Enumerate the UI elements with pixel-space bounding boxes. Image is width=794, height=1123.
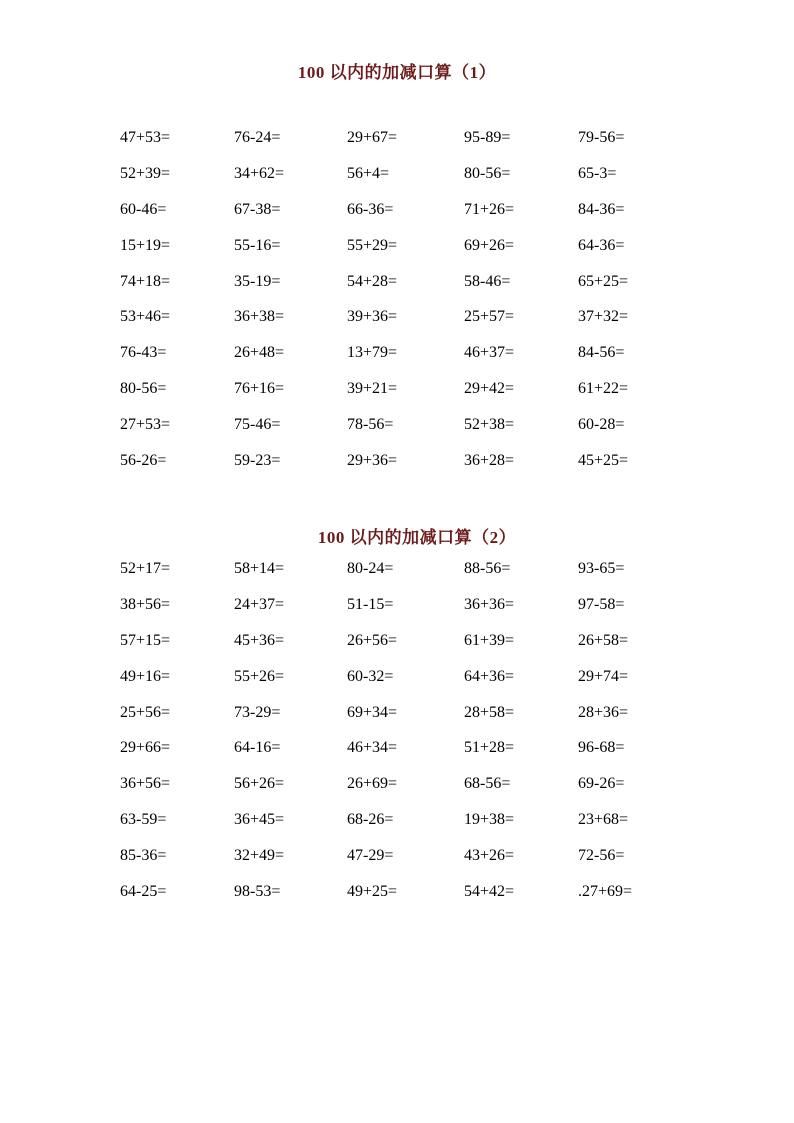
problem-cell: 60-32=: [347, 667, 394, 685]
problem-cell: 68-56=: [464, 775, 511, 793]
problem-cell: 69-26=: [578, 775, 625, 793]
problem-cell: 53+46=: [120, 308, 171, 326]
problem-cell: 80-56=: [120, 380, 167, 398]
problem-cell: 36+36=: [464, 595, 515, 613]
problem-cell: 47-29=: [347, 847, 394, 865]
problem-cell: 84-36=: [578, 200, 625, 218]
problem-cell: 38+56=: [120, 595, 171, 613]
problem-cell: 80-24=: [347, 560, 394, 577]
problem-cell: 43+26=: [464, 847, 515, 865]
problem-cell: 35-19=: [234, 272, 281, 290]
problem-cell: 29+36=: [347, 452, 398, 470]
problem-cell: 84-56=: [578, 344, 625, 362]
problem-cell: 79-56=: [578, 129, 625, 146]
problem-cell: 64+36=: [464, 667, 515, 685]
problem-cell: 29+67=: [347, 129, 398, 146]
problem-cell: 49+25=: [347, 883, 398, 901]
problem-cell: 56+26=: [234, 775, 285, 793]
problem-cell: 32+49=: [234, 847, 285, 865]
problem-cell: 36+28=: [464, 452, 515, 470]
problem-cell: 34+62=: [234, 164, 285, 182]
problem-cell: 25+56=: [120, 703, 171, 721]
problem-cell: 68-26=: [347, 811, 394, 829]
section-title-2: 100 以内的加减口算（2）: [317, 528, 517, 547]
problem-cell: 26+69=: [347, 775, 398, 793]
problem-cell: 57+15=: [120, 631, 171, 649]
problem-cell: 64-36=: [578, 236, 625, 254]
problem-cell: 46+34=: [347, 739, 398, 757]
problem-cell: 73-29=: [234, 703, 281, 721]
problem-cell: 61+39=: [464, 631, 515, 649]
problem-cell: 78-56=: [347, 416, 394, 434]
section-title-1: 100 以内的加减口算（1）: [297, 63, 497, 82]
problem-cell: 26+56=: [347, 631, 398, 649]
problem-cell: 52+38=: [464, 416, 515, 434]
problem-cell: 28+58=: [464, 703, 515, 721]
problem-cell: 58+14=: [234, 560, 285, 577]
problem-cell: 64-25=: [120, 883, 167, 901]
problem-cell: 36+45=: [234, 811, 285, 829]
problem-cell: 56-26=: [120, 452, 167, 470]
problem-cell: 29+74=: [578, 667, 629, 685]
problem-cell: 37+32=: [578, 308, 629, 326]
problem-cell: 63-59=: [120, 811, 167, 829]
problem-cell: 19+38=: [464, 811, 515, 829]
problem-cell: 36+56=: [120, 775, 171, 793]
problem-cell: 96-68=: [578, 739, 625, 757]
problem-cell: 74+18=: [120, 272, 171, 290]
problem-cell: 36+38=: [234, 308, 285, 326]
problem-cell: 27+53=: [120, 416, 171, 434]
problem-cell: 93-65=: [578, 560, 625, 577]
problem-cell: 76-43=: [120, 344, 167, 362]
problem-cell: 60-46=: [120, 200, 167, 218]
problem-grid-2: [120, 558, 680, 917]
problem-cell: 55+26=: [234, 667, 285, 685]
problem-cell: 45+36=: [234, 631, 285, 649]
problem-cell: 54+42=: [464, 883, 515, 901]
problem-cell: 56+4=: [347, 164, 390, 182]
problem-cell: 65-3=: [578, 164, 617, 182]
problem-cell: 29+42=: [464, 380, 515, 398]
problem-cell: 29+66=: [120, 739, 171, 757]
problem-cell: 45+25=: [578, 452, 629, 470]
problem-cell: 49+16=: [120, 667, 171, 685]
problem-cell: 76+16=: [234, 380, 285, 398]
problem-cell: 47+53=: [120, 129, 171, 146]
problem-cell: 13+79=: [347, 344, 398, 362]
problem-cell: 39+36=: [347, 308, 398, 326]
problem-cell: .27+69=: [578, 883, 633, 901]
problem-cell: 72-56=: [578, 847, 625, 865]
problem-cell: 64-16=: [234, 739, 281, 757]
problem-cell: 65+25=: [578, 272, 629, 290]
problem-cell: 52+39=: [120, 164, 171, 182]
problem-cell: 23+68=: [578, 811, 629, 829]
problem-cell: 28+36=: [578, 703, 629, 721]
problem-cell: 58-46=: [464, 272, 511, 290]
problem-cell: 85-36=: [120, 847, 167, 865]
problem-cell: 26+58=: [578, 631, 629, 649]
problem-cell: 75-46=: [234, 416, 281, 434]
problem-cell: 60-28=: [578, 416, 625, 434]
problem-cell: 24+37=: [234, 595, 285, 613]
problem-cell: 55+29=: [347, 236, 398, 254]
problem-cell: 69+34=: [347, 703, 398, 721]
problem-cell: 88-56=: [464, 560, 511, 577]
problem-cell: 69+26=: [464, 236, 515, 254]
problem-cell: 67-38=: [234, 200, 281, 218]
problem-cell: 52+17=: [120, 560, 171, 577]
problem-cell: 71+26=: [464, 200, 515, 218]
problem-cell: 55-16=: [234, 236, 281, 254]
problem-cell: 59-23=: [234, 452, 281, 470]
problem-cell: 76-24=: [234, 129, 281, 146]
problem-cell: 95-89=: [464, 129, 511, 146]
problem-grid-1: [120, 127, 680, 486]
problem-cell: 66-36=: [347, 200, 394, 218]
problem-cell: 61+22=: [578, 380, 629, 398]
problem-cell: 25+57=: [464, 308, 515, 326]
problem-cell: 97-58=: [578, 595, 625, 613]
problem-cell: 51-15=: [347, 595, 394, 613]
problem-cell: 15+19=: [120, 236, 171, 254]
problem-cell: 51+28=: [464, 739, 515, 757]
problem-cell: 46+37=: [464, 344, 515, 362]
problem-cell: 26+48=: [234, 344, 285, 362]
problem-cell: 39+21=: [347, 380, 398, 398]
problem-cell: 54+28=: [347, 272, 398, 290]
problem-cell: 98-53=: [234, 883, 281, 901]
problem-cell: 80-56=: [464, 164, 511, 182]
